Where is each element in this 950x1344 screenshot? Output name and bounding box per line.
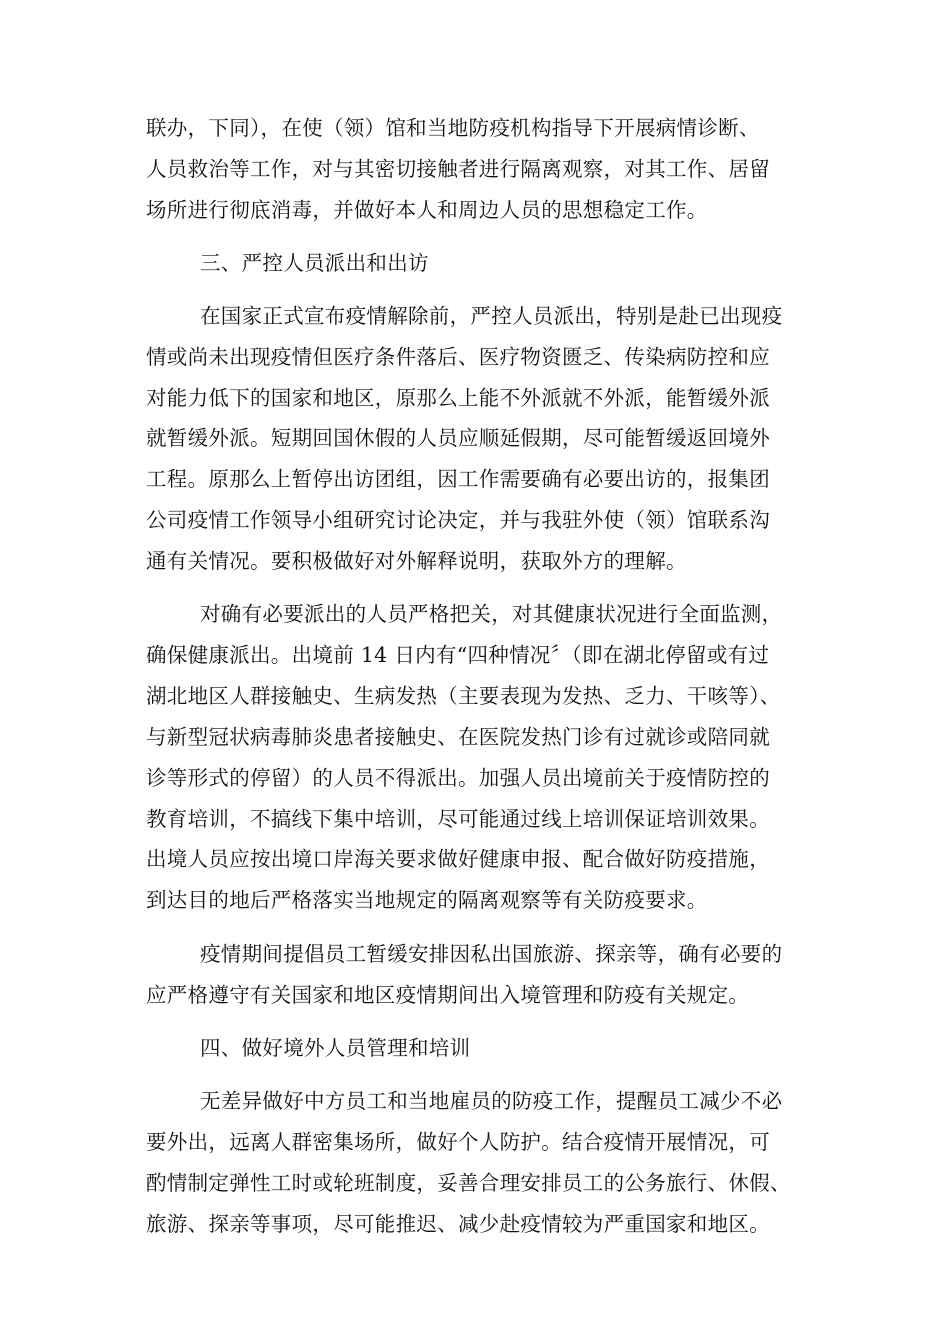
paragraph-3-line-6: 教育培训，不搞线下集中培训，尽可能通过线上培训保证培训效果。	[146, 807, 770, 831]
paragraph-2-line-5: 工程。原那么上暂停出访团组，因工作需要确有必要出访的，报集团	[146, 467, 770, 491]
paragraph-3-line-4: 与新型冠状病毒肺炎患者接触史、在医院发热门诊有过就诊或陪同就	[146, 725, 770, 749]
paragraph-1-line-3: 场所进行彻底消毒，并做好本人和周边人员的思想稳定工作。	[146, 198, 708, 222]
paragraph-4-line-1: 疫情期间提倡员工暂缓安排因私出国旅游、探亲等，确有必要的	[200, 942, 783, 966]
paragraph-4-line-2: 应严格遵守有关国家和地区疫情期间出入境管理和防疫有关规定。	[146, 983, 750, 1007]
paragraph-2-line-4: 就暂缓外派。短期回国休假的人员应顺延假期，尽可能暂缓返回境外	[146, 426, 770, 450]
paragraph-3-line-7: 出境人员应按出境口岸海关要求做好健康申报、配合做好防疫措施，	[146, 847, 770, 871]
paragraph-1-line-1: 联办，下同），在使（领）馆和当地防疫机构指导下开展病情诊断、	[146, 116, 760, 140]
paragraph-3-line-3: 湖北地区人群接触史、生病发热（主要表现为发热、乏力、干咳等）、	[146, 684, 781, 708]
section-heading-3: 三、严控人员派出和出访	[200, 251, 429, 275]
paragraph-3-line-5: 诊等形式的停留）的人员不得派出。加强人员出境前关于疫情防控的	[146, 766, 770, 790]
paragraph-3-line-1: 对确有必要派出的人员严格把关，对其健康状况进行全面监测，	[200, 602, 783, 626]
section-heading-4: 四、做好境外人员管理和培训	[200, 1036, 471, 1060]
paragraph-2-line-6: 公司疫情工作领导小组研究讨论决定，并与我驻外使（领）馆联系沟	[146, 508, 770, 532]
paragraph-2-line-7: 通有关情况。要积极做好对外解释说明，获取外方的理解。	[146, 549, 687, 573]
paragraph-5-line-4: 旅游、探亲等事项，尽可能推迟、减少赴疫情较为严重国家和地区。	[146, 1212, 770, 1236]
paragraph-5-line-1: 无差异做好中方员工和当地雇员的防疫工作，提醒员工减少不必	[200, 1089, 783, 1113]
paragraph-3-line-2: 确保健康派出。出境前 14 日内有“四种情况〞（即在湖北停留或有过	[146, 643, 770, 667]
paragraph-1-line-2: 人员救治等工作，对与其密切接触者进行隔离观察，对其工作、居留	[146, 157, 770, 181]
paragraph-2-line-3: 对能力低下的国家和地区，原那么上能不外派就不外派，能暂缓外派	[146, 386, 770, 410]
paragraph-3-line-8: 到达目的地后严格落实当地规定的隔离观察等有关防疫要求。	[146, 888, 708, 912]
paragraph-2-line-1: 在国家正式宣布疫情解除前，严控人员派出，特别是赴已出现疫	[200, 304, 783, 328]
paragraph-5-line-3: 酌情制定弹性工时或轮班制度，妥善合理安排员工的公务旅行、休假、	[146, 1171, 791, 1195]
paragraph-5-line-2: 要外出，远离人群密集场所，做好个人防护。结合疫情开展情况，可	[146, 1130, 770, 1154]
paragraph-2-line-2: 情或尚未出现疫情但医疗条件落后、医疗物资匮乏、传染病防控和应	[146, 345, 770, 369]
